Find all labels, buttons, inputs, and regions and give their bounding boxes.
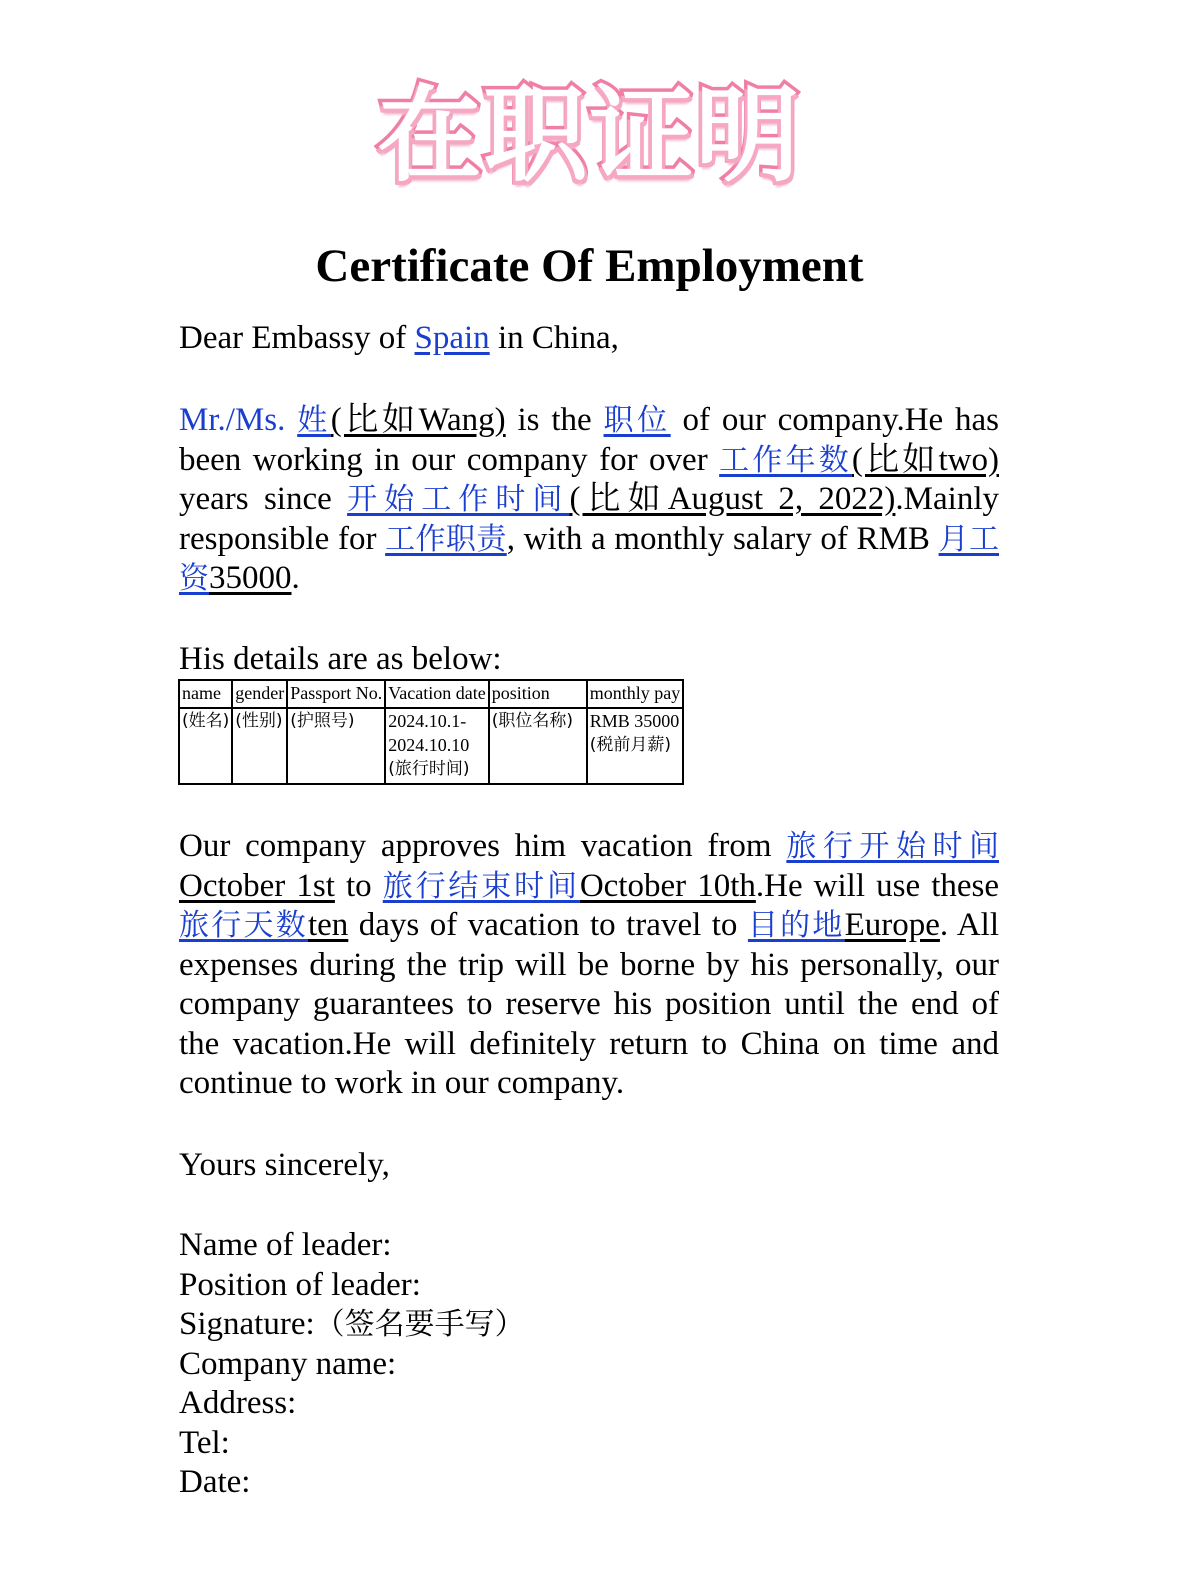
table-header-cell: monthly pay [587,680,684,708]
text-segment: . All expenses during the trip will be borne by his personally, our company guarantees to reserve his position until the end of the vacation.He will definitely return to China on time and continue to work in our company. [179,907,1000,1101]
vacation-paragraph [179,827,999,1104]
signature-line [179,1305,999,1345]
vacation-note: (旅行时间) [388,759,470,779]
signature-label: Signature: [179,1306,315,1342]
table-header-cell: gender [232,680,287,708]
pay-note: (税前月薪) [589,735,671,755]
signature-note: （签名要手写） [314,1307,525,1342]
table-header-cell: Passport No. [287,680,385,708]
surname-placeholder: 姓 [297,403,331,438]
surname-example: (比如Wang) [330,402,506,438]
company-label: Company name: [179,1345,397,1382]
vacation-start: 2024.10.1- [388,711,467,731]
leader-name-label: Name of leader: [179,1227,392,1263]
salary-placeholder: 月工资 [179,521,1000,596]
table-header-cell: name [179,680,232,708]
banner-title: 在职证明 [377,74,802,196]
table-header-row [179,680,683,708]
details-intro: His details are as below: [179,641,502,677]
banner [0,70,1179,210]
table-header-cell: Vacation date [385,680,488,708]
leader-position-label: Position of leader: [179,1266,421,1303]
tel-label: Tel: [179,1424,230,1461]
trip-days-placeholder: 旅行天数 [179,908,308,943]
destination: Europe [844,907,940,943]
employment-paragraph [179,401,999,599]
years-placeholder: 工作年数 [719,442,852,478]
text-segment: . [291,560,300,596]
start-date-placeholder: 开始工作时间 [347,482,570,517]
closing: Yours sincerely, [179,1147,390,1183]
vacation-end: 2024.10.10 [388,735,470,755]
start-date-example: (比如August 2, 2022) [569,481,896,517]
trip-days: ten [307,907,349,943]
position-cell: (职位名称) [489,708,587,784]
text-segment: to [334,867,383,904]
position-placeholder: 职位 [603,403,671,438]
vacation-cell [385,708,488,784]
text-segment: days of vacation to travel to [348,907,748,943]
trip-end-placeholder: 旅行结束时间 [382,868,580,904]
text-segment: of our company.He has been working in our company for over [179,402,1000,478]
text-segment: .Mainly responsible for [179,481,999,557]
name-cell: (姓名) [179,708,232,784]
salary-value: 35000 [209,560,292,596]
greeting-prefix: Dear Embassy of [179,320,415,356]
text-segment: .He will use these [755,867,999,904]
table-header-cell: position [489,680,587,708]
trip-start-date: October 1st [179,867,335,904]
text-segment: , with a monthly salary of RMB [506,520,939,557]
table-row [179,708,683,784]
address-label: Address: [179,1385,297,1421]
passport-cell: (护照号) [287,708,385,784]
trip-start-placeholder: 旅行开始时间 [786,829,1000,864]
years-example: (比如two) [851,441,999,478]
pay-value: RMB 35000 [589,711,680,731]
text-segment: years since [179,481,348,517]
duty-placeholder: 工作职责 [385,521,507,557]
text-segment: is the [505,402,604,438]
greeting [179,319,999,359]
greeting-suffix: in China, [489,320,619,356]
gender-cell: (性别) [232,708,287,784]
destination-placeholder: 目的地 [747,908,845,943]
trip-end-date: October 10th [579,867,756,904]
details-table [178,679,684,785]
country-placeholder: Spain [414,320,490,356]
page-title: Certificate Of Employment [315,240,864,292]
pay-cell [587,708,684,784]
date-label: Date: [179,1464,251,1500]
signature-block [179,1226,999,1503]
salutation: Mr./Ms. [179,402,298,438]
text-segment: Our company approves him vacation from [179,828,787,864]
